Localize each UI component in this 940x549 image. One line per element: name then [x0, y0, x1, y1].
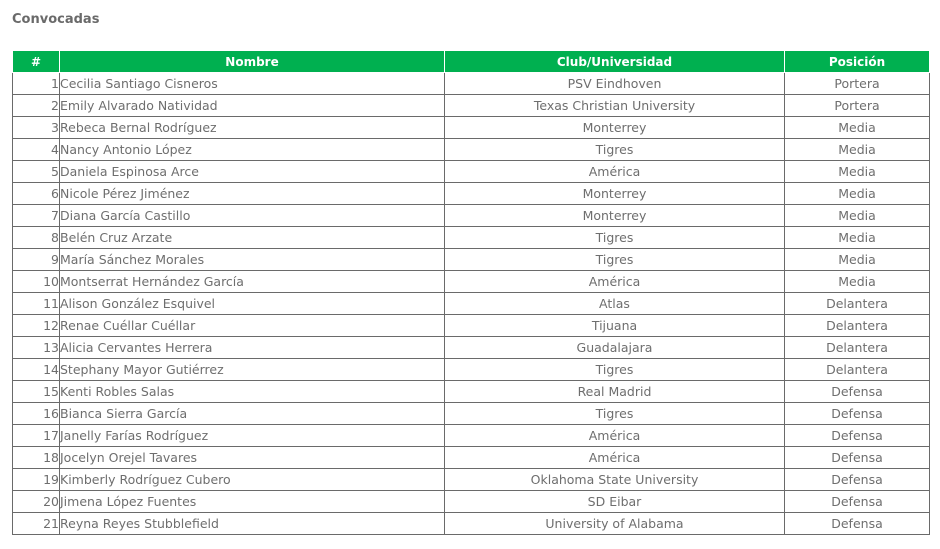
- player-position: Media: [785, 205, 930, 227]
- header-row: [13, 51, 930, 73]
- row-number: 6: [13, 183, 60, 205]
- row-number: 17: [13, 425, 60, 447]
- player-position: Defensa: [785, 491, 930, 513]
- table-row: [13, 117, 930, 139]
- row-number: 15: [13, 381, 60, 403]
- table-row: [13, 293, 930, 315]
- row-number: 20: [13, 491, 60, 513]
- player-position: Delantera: [785, 359, 930, 381]
- player-name: Alicia Cervantes Herrera: [60, 337, 445, 359]
- player-club: América: [445, 271, 785, 293]
- player-name: Nicole Pérez Jiménez: [60, 183, 445, 205]
- row-number: 21: [13, 513, 60, 535]
- row-number: 19: [13, 469, 60, 491]
- table-header: [13, 51, 930, 73]
- player-name: Janelly Farías Rodríguez: [60, 425, 445, 447]
- player-position: Delantera: [785, 293, 930, 315]
- table-row: [13, 95, 930, 117]
- table-row: [13, 447, 930, 469]
- player-club: Monterrey: [445, 117, 785, 139]
- roster-table: [12, 50, 930, 535]
- player-name: Rebeca Bernal Rodríguez: [60, 117, 445, 139]
- table-row: [13, 359, 930, 381]
- player-club: PSV Eindhoven: [445, 73, 785, 95]
- player-club: Tigres: [445, 139, 785, 161]
- player-position: Defensa: [785, 381, 930, 403]
- player-position: Defensa: [785, 469, 930, 491]
- player-position: Delantera: [785, 337, 930, 359]
- row-number: 11: [13, 293, 60, 315]
- table-row: [13, 139, 930, 161]
- row-number: 4: [13, 139, 60, 161]
- player-name: Reyna Reyes Stubblefield: [60, 513, 445, 535]
- player-position: Media: [785, 139, 930, 161]
- player-name: Bianca Sierra García: [60, 403, 445, 425]
- player-name: Stephany Mayor Gutiérrez: [60, 359, 445, 381]
- player-club: América: [445, 425, 785, 447]
- table-row: [13, 469, 930, 491]
- row-number: 2: [13, 95, 60, 117]
- player-name: Cecilia Santiago Cisneros: [60, 73, 445, 95]
- player-position: Media: [785, 117, 930, 139]
- player-club: Guadalajara: [445, 337, 785, 359]
- player-position: Media: [785, 227, 930, 249]
- player-position: Portera: [785, 73, 930, 95]
- header-number: #: [13, 51, 60, 73]
- header-position: Posición: [785, 51, 930, 73]
- table-row: [13, 249, 930, 271]
- table-row: [13, 315, 930, 337]
- table-row: [13, 491, 930, 513]
- player-position: Delantera: [785, 315, 930, 337]
- player-club: Monterrey: [445, 205, 785, 227]
- player-name: Jimena López Fuentes: [60, 491, 445, 513]
- player-club: Oklahoma State University: [445, 469, 785, 491]
- player-club: Tigres: [445, 403, 785, 425]
- player-name: Jocelyn Orejel Tavares: [60, 447, 445, 469]
- row-number: 14: [13, 359, 60, 381]
- row-number: 5: [13, 161, 60, 183]
- player-position: Media: [785, 183, 930, 205]
- player-position: Defensa: [785, 425, 930, 447]
- player-position: Media: [785, 271, 930, 293]
- player-club: Texas Christian University: [445, 95, 785, 117]
- player-name: Kimberly Rodríguez Cubero: [60, 469, 445, 491]
- player-club: América: [445, 447, 785, 469]
- table-row: [13, 183, 930, 205]
- row-number: 16: [13, 403, 60, 425]
- table-row: [13, 425, 930, 447]
- table-row: [13, 227, 930, 249]
- player-club: University of Alabama: [445, 513, 785, 535]
- player-club: SD Eibar: [445, 491, 785, 513]
- player-name: Diana García Castillo: [60, 205, 445, 227]
- table-row: [13, 271, 930, 293]
- row-number: 13: [13, 337, 60, 359]
- player-position: Portera: [785, 95, 930, 117]
- player-club: Real Madrid: [445, 381, 785, 403]
- table-row: [13, 381, 930, 403]
- player-club: Tigres: [445, 227, 785, 249]
- player-position: Defensa: [785, 447, 930, 469]
- row-number: 10: [13, 271, 60, 293]
- player-club: Tigres: [445, 249, 785, 271]
- player-name: Renae Cuéllar Cuéllar: [60, 315, 445, 337]
- player-club: Tijuana: [445, 315, 785, 337]
- row-number: 9: [13, 249, 60, 271]
- player-name: María Sánchez Morales: [60, 249, 445, 271]
- table-body: [13, 73, 930, 535]
- player-position: Media: [785, 249, 930, 271]
- player-name: Montserrat Hernández García: [60, 271, 445, 293]
- row-number: 8: [13, 227, 60, 249]
- table-row: [13, 73, 930, 95]
- row-number: 18: [13, 447, 60, 469]
- table-row: [13, 513, 930, 535]
- table-row: [13, 205, 930, 227]
- player-name: Nancy Antonio López: [60, 139, 445, 161]
- player-club: Atlas: [445, 293, 785, 315]
- player-name: Daniela Espinosa Arce: [60, 161, 445, 183]
- player-club: Tigres: [445, 359, 785, 381]
- player-club: Monterrey: [445, 183, 785, 205]
- player-name: Alison González Esquivel: [60, 293, 445, 315]
- row-number: 7: [13, 205, 60, 227]
- row-number: 1: [13, 73, 60, 95]
- header-club: Club/Universidad: [445, 51, 785, 73]
- header-name: Nombre: [60, 51, 445, 73]
- table-row: [13, 337, 930, 359]
- table-row: [13, 161, 930, 183]
- player-name: Belén Cruz Arzate: [60, 227, 445, 249]
- player-position: Defensa: [785, 403, 930, 425]
- player-club: América: [445, 161, 785, 183]
- row-number: 3: [13, 117, 60, 139]
- page-title: Convocadas: [12, 12, 100, 27]
- player-position: Media: [785, 161, 930, 183]
- player-name: Emily Alvarado Natividad: [60, 95, 445, 117]
- player-position: Defensa: [785, 513, 930, 535]
- player-name: Kenti Robles Salas: [60, 381, 445, 403]
- table-row: [13, 403, 930, 425]
- row-number: 12: [13, 315, 60, 337]
